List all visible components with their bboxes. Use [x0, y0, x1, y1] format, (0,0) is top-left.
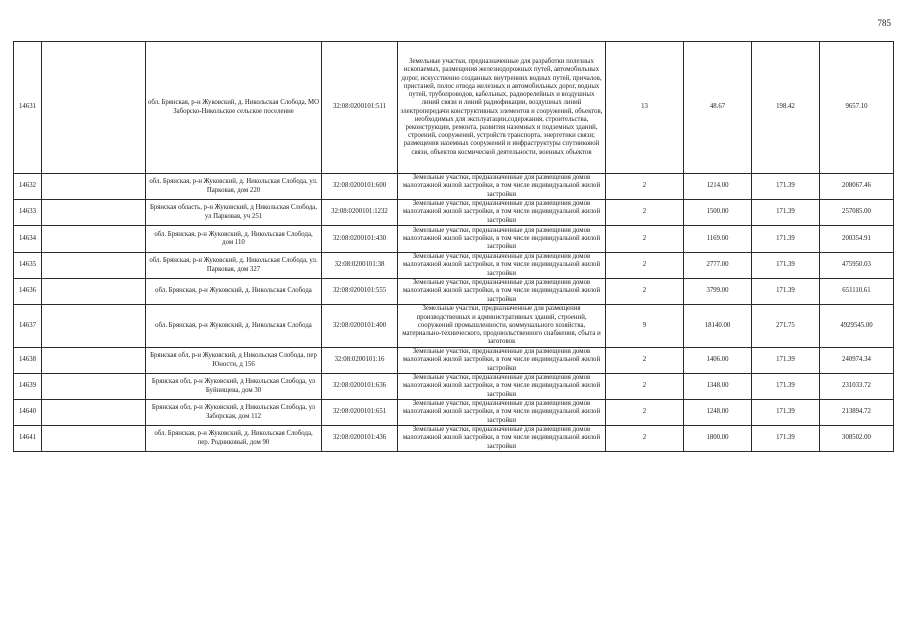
row-purpose: Земельные участки, предназначенные для размещения домов малоэтажной жилой застройки, в том числе индивидуальной жилой застройки	[398, 348, 606, 374]
table-row	[14, 226, 894, 253]
row-blank-cell	[42, 305, 146, 348]
row-cadastral-number: 32:08:0200101:636	[322, 374, 398, 400]
row-id: 14640	[14, 400, 42, 426]
row-purpose: Земельные участки, предназначенные для размещения производственных и административных зданий, строений, сооружений промышленности, коммунального хозяйства, материально-технического, продовольственного снабжения, сбыта и заготовок	[398, 305, 606, 348]
row-purpose: Земельные участки, предназначенные для размещения домов малоэтажной жилой застройки, в том числе индивидуальной жилой застройки	[398, 253, 606, 279]
row-address: обл. Брянская, р-н Жуковский, д. Никольская Слобода	[146, 305, 322, 348]
row-code: 2	[606, 426, 684, 452]
row-area: 1406.00	[684, 348, 752, 374]
row-code: 2	[606, 279, 684, 305]
row-blank-cell	[42, 400, 146, 426]
row-cadastral-number: 32:08:0200101:600	[322, 174, 398, 200]
row-blank-cell	[42, 348, 146, 374]
table-row	[14, 200, 894, 226]
row-purpose: Земельные участки, предназначенные для размещения домов малоэтажной жилой застройки, в том числе индивидуальной жилой застройки	[398, 279, 606, 305]
row-cadastral-number: 32:08:0200101:16	[322, 348, 398, 374]
row-value: 213894.72	[820, 400, 894, 426]
row-value: 9657.10	[820, 42, 894, 174]
row-blank-cell	[42, 200, 146, 226]
row-blank-cell	[42, 253, 146, 279]
row-address: Брянская обл, р-н Жуковский, д Никольская Слобода, пер Юности, д 156	[146, 348, 322, 374]
page-number: 785	[877, 18, 891, 28]
row-value: 308502.00	[820, 426, 894, 452]
table-row	[14, 348, 894, 374]
table-row	[14, 426, 894, 452]
row-address: Брянская обл, р-н Жуковский, д Никольская Слобода, ул Заборская, дом 112	[146, 400, 322, 426]
row-area: 3799.00	[684, 279, 752, 305]
row-id: 14639	[14, 374, 42, 400]
row-code: 2	[606, 348, 684, 374]
row-address: обл. Брянская, р-н Жуковский, д. Никольская Слобода, МО Заборско-Никольское сельское поселение	[146, 42, 322, 174]
table-row	[14, 253, 894, 279]
row-value: 200354.91	[820, 226, 894, 253]
row-code: 2	[606, 253, 684, 279]
row-rate: 198.42	[752, 42, 820, 174]
table-row	[14, 400, 894, 426]
row-purpose: Земельные участки, предназначенные для размещения домов малоэтажной жилой застройки, в том числе индивидуальной жилой застройки	[398, 426, 606, 452]
row-code: 2	[606, 226, 684, 253]
row-blank-cell	[42, 174, 146, 200]
row-purpose: Земельные участки, предназначенные для размещения домов малоэтажной жилой застройки, в том числе индивидуальной жилой застройки	[398, 174, 606, 200]
row-area: 1348.00	[684, 374, 752, 400]
cadastral-value-table	[13, 41, 894, 452]
row-cadastral-number: 32:08:0200101:1232	[322, 200, 398, 226]
row-purpose: Земельные участки, предназначенные для размещения домов малоэтажной жилой застройки, в том числе индивидуальной жилой застройки	[398, 226, 606, 253]
row-area: 1248.00	[684, 400, 752, 426]
row-blank-cell	[42, 374, 146, 400]
row-code: 13	[606, 42, 684, 174]
table-row	[14, 279, 894, 305]
row-value: 257085.00	[820, 200, 894, 226]
table-row	[14, 174, 894, 200]
row-value: 4929545.00	[820, 305, 894, 348]
row-blank-cell	[42, 426, 146, 452]
row-address: обл. Брянская, р-н Жуковский, д. Никольская Слобода, ул. Парковая, дом 220	[146, 174, 322, 200]
row-code: 9	[606, 305, 684, 348]
row-value: 475950.03	[820, 253, 894, 279]
row-address: Брянская область, р-н Жуковский, д Никольская Слобода, ул Парковая, уч 251	[146, 200, 322, 226]
row-rate: 171.39	[752, 348, 820, 374]
row-purpose: Земельные участки, предназначенные для размещения домов малоэтажной жилой застройки, в том числе индивидуальной жилой застройки	[398, 374, 606, 400]
row-code: 2	[606, 174, 684, 200]
row-address: обл. Брянская, р-н Жуковский, д. Никольская Слобода, пер. Родниковый, дом 90	[146, 426, 322, 452]
row-cadastral-number: 32:08:0200101:400	[322, 305, 398, 348]
row-rate: 171.39	[752, 174, 820, 200]
row-area: 2777.00	[684, 253, 752, 279]
row-value: 231033.72	[820, 374, 894, 400]
row-blank-cell	[42, 279, 146, 305]
row-address: обл. Брянская, р-н Жуковский, д. Никольская Слобода, ул. Парковая, дом 327	[146, 253, 322, 279]
table-row	[14, 374, 894, 400]
row-blank-cell	[42, 226, 146, 253]
table-row	[14, 42, 894, 174]
row-purpose: Земельные участки, предназначенные для размещения домов малоэтажной жилой застройки, в том числе индивидуальной жилой застройки	[398, 200, 606, 226]
row-cadastral-number: 32:08:0200101:38	[322, 253, 398, 279]
row-cadastral-number: 32:08:0200101:436	[322, 426, 398, 452]
row-id: 14632	[14, 174, 42, 200]
row-purpose: Земельные участки, предназначенные для разработки полезных ископаемых, размещения железнодорожных путей, автомобильных дорог, искусственно созданных внутренних водных путей, причалов, пристаней, полос отвода железных и автомобильных дорог, водных путей, трубопроводов, кабельных, радиорелейных и воздушных линий связи и линий радиофикации, воздушных линий электропередачи конструктивных элементов и сооружений, объектов, необходимых для эксплуатации,содержания, строительства, реконструкции, ремонта, развития наземных и подземных зданий, строений, сооружений, устройств транспорта, энергетики связи; размещения наземных сооружений и инфраструктуры спутниковой связи, объектов космической деятельности, военных объектов	[398, 42, 606, 174]
row-rate: 171.39	[752, 374, 820, 400]
row-id: 14638	[14, 348, 42, 374]
row-area: 18140.00	[684, 305, 752, 348]
row-id: 14637	[14, 305, 42, 348]
row-id: 14635	[14, 253, 42, 279]
row-area: 1214.00	[684, 174, 752, 200]
row-rate: 171.39	[752, 279, 820, 305]
row-address: Брянская обл, р-н Жуковский, д Никольская Слобода, ул Буйнищева, дом 30	[146, 374, 322, 400]
row-id: 14636	[14, 279, 42, 305]
row-code: 2	[606, 400, 684, 426]
row-area: 1800.00	[684, 426, 752, 452]
row-id: 14633	[14, 200, 42, 226]
row-id: 14631	[14, 42, 42, 174]
row-cadastral-number: 32:08:0200101:430	[322, 226, 398, 253]
row-cadastral-number: 32:08:0200101:651	[322, 400, 398, 426]
row-cadastral-number: 32:08:0200101:511	[322, 42, 398, 174]
row-rate: 171.39	[752, 200, 820, 226]
table-row	[14, 305, 894, 348]
row-id: 14634	[14, 226, 42, 253]
row-code: 2	[606, 200, 684, 226]
row-blank-cell	[42, 42, 146, 174]
row-value: 651110.61	[820, 279, 894, 305]
row-code: 2	[606, 374, 684, 400]
row-rate: 171.39	[752, 226, 820, 253]
row-value: 240974.34	[820, 348, 894, 374]
row-rate: 271.75	[752, 305, 820, 348]
row-area: 1500.00	[684, 200, 752, 226]
row-address: обл. Брянская, р-н Жуковский, д. Никольская Слобода, дом 110	[146, 226, 322, 253]
row-purpose: Земельные участки, предназначенные для размещения домов малоэтажной жилой застройки, в том числе индивидуальной жилой застройки	[398, 400, 606, 426]
row-value: 208067.46	[820, 174, 894, 200]
row-address: обл. Брянская, р-н Жуковский, д. Никольская Слобода	[146, 279, 322, 305]
row-rate: 171.39	[752, 253, 820, 279]
row-rate: 171.39	[752, 426, 820, 452]
row-cadastral-number: 32:08:0200101:555	[322, 279, 398, 305]
row-rate: 171.39	[752, 400, 820, 426]
row-area: 48.67	[684, 42, 752, 174]
table-body	[14, 42, 894, 452]
row-id: 14641	[14, 426, 42, 452]
row-area: 1169.00	[684, 226, 752, 253]
